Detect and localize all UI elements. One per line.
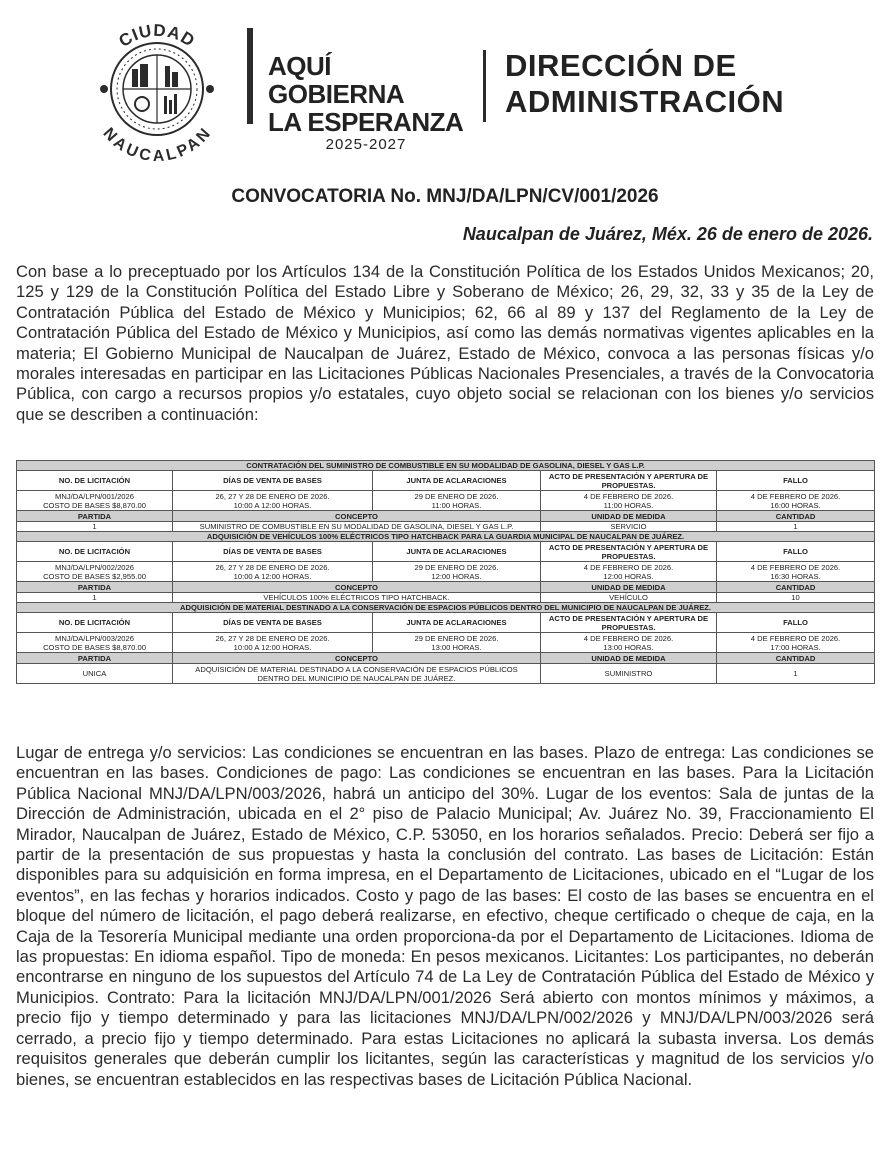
fallo-hora: 17:00 HORAS. [770, 642, 821, 652]
department-line1: DIRECCIÓN DE [505, 48, 737, 83]
department-name [505, 48, 865, 120]
col-header-cantidad: CANTIDAD [717, 511, 875, 522]
column-header-row [17, 613, 875, 633]
svg-text:CIUDAD [115, 21, 198, 51]
venta-horas: 10:00 A 12:00 HORAS. [233, 500, 312, 510]
column-header-row [17, 542, 875, 562]
costo-bases: COSTO DE BASES $2,955.00 [43, 571, 146, 581]
concepto-line2: DENTRO DEL MUNICIPIO DE NAUCALPAN DE JUÁREZ. [257, 673, 456, 683]
licitacion-row [17, 633, 875, 653]
seal-top-text: CIUDAD [115, 20, 199, 51]
header-divider-2 [483, 50, 486, 122]
col-header-fallo: FALLO [717, 613, 875, 633]
venta-dias: 26, 27 Y 28 DE ENERO DE 2026. [215, 491, 330, 501]
costo-bases: COSTO DE BASES $8,870.00 [43, 500, 146, 510]
intro-paragraph: Con base a lo preceptuado por los Artículos 134 de la Constitución Política de los Estados Unidos Mexicanos; 20, 125 y 129 de la Constitución Política del Estado Libre y Soberano de México; 26, 29, 32, 33 y 35 de la Ley de Contratación Pública del Estado de México y Municipios; 62, 66 al 89 y 137 del Reglamento de la Ley de Contratación Pública del Estado de México y Municipios, así como las demás normativas vigentes aplicables en la materia; El Gobierno Municipal de Naucalpan de Juárez, Estado de México, convoca a las personas físicas y/o morales interesadas en participar en las Licitaciones Públicas Nacionales Presenciales, a través de la Convocatoria Pública, con cargo a recursos propios y/o estatales, cuyo objeto social se relacionan con los bienes y/o servicios que se describen a continuación: [16, 262, 874, 424]
col-header-fallo: FALLO [717, 471, 875, 491]
department-line2: ADMINISTRACIÓN [505, 84, 785, 119]
col-header-junta: JUNTA DE ACLARACIONES [373, 471, 541, 491]
venta-dias: 26, 27 Y 28 DE ENERO DE 2026. [215, 633, 330, 643]
section-title-row [17, 461, 875, 471]
acto-hora: 11:00 HORAS. [603, 500, 654, 510]
licitacion-number: MNJ/DA/LPN/001/2026 [55, 491, 134, 501]
acto-fecha: 4 DE FEBRERO DE 2026. [583, 491, 674, 501]
cantidad-value: 1 [717, 522, 875, 532]
cell-fallo [717, 491, 875, 511]
cell-venta [173, 491, 373, 511]
fallo-fecha: 4 DE FEBRERO DE 2026. [750, 491, 841, 501]
concepto-value: VEHÍCULOS 100% ELÉCTRICOS TIPO HATCHBACK. [173, 593, 541, 603]
unidad-value: SERVICIO [541, 522, 717, 532]
cell-acto [541, 633, 717, 653]
col-header-no: NO. DE LICITACIÓN [17, 613, 173, 633]
slogan-years: 2025-2027 [325, 136, 407, 153]
column-header-row [17, 471, 875, 491]
slogan [268, 52, 468, 154]
licitacion-number: MNJ/DA/LPN/003/2026 [55, 633, 134, 643]
partida-row [17, 522, 875, 532]
fallo-fecha: 4 DE FEBRERO DE 2026. [750, 562, 841, 572]
licitacion-row [17, 562, 875, 582]
section-title: ADQUISICIÓN DE MATERIAL DESTINADO A LA CONSERVACIÓN DE ESPACIOS PÚBLICOS DENTRO DEL MUNICIPIO DE NAUCALPAN DE JUÁREZ. [17, 603, 875, 613]
cell-no [17, 633, 173, 653]
col-header-partida: PARTIDA [17, 653, 173, 664]
junta-fecha: 29 DE ENERO DE 2026. [414, 633, 499, 643]
venta-horas: 10:00 A 12:00 HORAS. [233, 571, 312, 581]
licitaciones-table [16, 460, 875, 684]
partida-row [17, 593, 875, 603]
venta-dias: 26, 27 Y 28 DE ENERO DE 2026. [215, 562, 330, 572]
cell-acto [541, 562, 717, 582]
junta-fecha: 29 DE ENERO DE 2026. [414, 562, 499, 572]
conditions-paragraph: Lugar de entrega y/o servicios: Las condiciones se encuentran en las bases. Plazo de entrega: Las condiciones se encuentran en las bases. Condiciones de pago: Las condiciones se encuentran en las bases. Para la Licitación Pública Nacional MNJ/DA/LPN/003/2026, habrá un anticipo del 30%. Lugar de los eventos: Sala de juntas de la Dirección de Administración, ubicada en el 2° piso de Palacio Municipal; Av. Juárez No. 39, Fraccionamiento El Mirador, Naucalpan de Juárez, Estado de México, C.P. 53050, en los horarios señalados. Precio: Deberá ser fijo a partir de la presentación de sus propuestas y hasta la conclusión del contrato. Las bases de Licitación: Están disponibles para su adquisición en forma impresa, en el Departamento de Licitaciones, ubicado en el “Lugar de los eventos”, en las fechas y horarios indicados. Costo y pago de las bases: El costo de las bases se encuentra en el bloque del número de licitación, el pago deberá realizarse, en efectivo, cheque certificado o cheque de caja, en la Caja de la Tesorería Municipal mediante una orden proporciona-da por el Departamento de Licitaciones. Idioma de las propuestas: En idioma español. Tipo de moneda: En pesos mexicanos. Licitantes: Los participantes, no deberán encontrarse en ninguno de los supuestos del Artículo 74 de La Ley de Contratación Pública del Estado de México y Municipios. Contrato: Para la licitación MNJ/DA/LPN/001/2026 Será abierto con montos mínimos y máximos, a precio fijo y tiempo determinado y para las licitaciones MNJ/DA/LPN/002/2026 y MNJ/DA/LPN/003/2026 será cerrado, a precio fijo y tiempo determinado. Para estas Licitaciones no aplicará la subasta inversa. Los demás requisitos generales que deberán cumplir los licitantes, según las características y magnitud de los servicios y/o bienes, se encuentran establecidos en las respectivas bases de Licitación Pública Nacional. [16, 743, 874, 1089]
partida-value: 1 [17, 593, 173, 603]
partida-header-row [17, 511, 875, 522]
cell-junta [373, 633, 541, 653]
junta-hora: 13:00 HORAS. [431, 642, 482, 652]
unidad-value: VEHÍCULO [541, 593, 717, 603]
col-header-fallo: FALLO [717, 542, 875, 562]
col-header-partida: PARTIDA [17, 582, 173, 593]
partida-header-row [17, 653, 875, 664]
cantidad-value: 10 [717, 593, 875, 603]
fallo-fecha: 4 DE FEBRERO DE 2026. [750, 633, 841, 643]
slogan-line1: AQUÍ GOBIERNA [268, 51, 405, 109]
col-header-no: NO. DE LICITACIÓN [17, 542, 173, 562]
col-header-acto: ACTO DE PRESENTACIÓN Y APERTURA DE PROPUESTAS. [541, 542, 717, 562]
cell-junta [373, 562, 541, 582]
section-title: ADQUISICIÓN DE VEHÍCULOS 100% ELÉCTRICOS TIPO HATCHBACK PARA LA GUARDIA MUNICIPAL DE NAUCALPAN DE JUÁREZ. [17, 532, 875, 542]
costo-bases: COSTO DE BASES $8,870.00 [43, 642, 146, 652]
cantidad-value: 1 [717, 664, 875, 684]
concepto-value: SUMINISTRO DE COMBUSTIBLE EN SU MODALIDAD DE GASOLINA, DIESEL Y GAS L.P. [173, 522, 541, 532]
licitacion-number: MNJ/DA/LPN/002/2026 [55, 562, 134, 572]
cell-venta [173, 633, 373, 653]
cell-junta [373, 491, 541, 511]
fallo-hora: 16:00 HORAS. [770, 500, 821, 510]
col-header-acto: ACTO DE PRESENTACIÓN Y APERTURA DE PROPUESTAS. [541, 471, 717, 491]
col-header-junta: JUNTA DE ACLARACIONES [373, 542, 541, 562]
acto-hora: 13:00 HORAS. [603, 642, 654, 652]
unidad-value: SUMINISTRO [541, 664, 717, 684]
convocatoria-title: CONVOCATORIA No. MNJ/DA/LPN/CV/001/2026 [231, 186, 659, 207]
fallo-hora: 16:30 HORAS. [770, 571, 821, 581]
cell-venta [173, 562, 373, 582]
col-header-concepto: CONCEPTO [173, 511, 541, 522]
junta-hora: 12:00 HORAS. [431, 571, 482, 581]
page-header [0, 0, 890, 165]
cell-acto [541, 491, 717, 511]
concepto-value [173, 664, 541, 684]
venta-horas: 10:00 A 12:00 HORAS. [233, 642, 312, 652]
acto-fecha: 4 DE FEBRERO DE 2026. [583, 562, 674, 572]
licitacion-row [17, 491, 875, 511]
col-header-concepto: CONCEPTO [173, 653, 541, 664]
col-header-unidad: UNIDAD DE MEDIDA [541, 582, 717, 593]
header-divider [247, 28, 253, 124]
col-header-cantidad: CANTIDAD [717, 582, 875, 593]
concepto-line1: ADQUISICIÓN DE MATERIAL DESTINADO A LA CONSERVACIÓN DE ESPACIOS PÚBLICOS [195, 664, 518, 674]
col-header-junta: JUNTA DE ACLARACIONES [373, 613, 541, 633]
partida-value: UNICA [17, 664, 173, 684]
section-title-row [17, 603, 875, 613]
section-title: CONTRATACIÓN DEL SUMINISTRO DE COMBUSTIBLE EN SU MODALIDAD DE GASOLINA, DIESEL Y GAS L.P. [17, 461, 875, 471]
slogan-line2: LA ESPERANZA [268, 107, 464, 137]
col-header-venta: DÍAS DE VENTA DE BASES [173, 613, 373, 633]
col-header-acto: ACTO DE PRESENTACIÓN Y APERTURA DE PROPUESTAS. [541, 613, 717, 633]
cell-no [17, 491, 173, 511]
junta-hora: 11:00 HORAS. [431, 500, 482, 510]
junta-fecha: 29 DE ENERO DE 2026. [414, 491, 499, 501]
col-header-cantidad: CANTIDAD [717, 653, 875, 664]
cell-no [17, 562, 173, 582]
acto-hora: 12:00 HORAS. [603, 571, 654, 581]
seal-bottom-text: NAUCALPAN [99, 125, 215, 164]
col-header-concepto: CONCEPTO [173, 582, 541, 593]
col-header-unidad: UNIDAD DE MEDIDA [541, 653, 717, 664]
col-header-unidad: UNIDAD DE MEDIDA [541, 511, 717, 522]
col-header-venta: DÍAS DE VENTA DE BASES [173, 471, 373, 491]
partida-header-row [17, 582, 875, 593]
naucalpan-seal-logo [82, 14, 232, 164]
partida-row [17, 664, 875, 684]
svg-text:NAUCALPAN [99, 125, 215, 164]
dateline: Naucalpan de Juárez, Méx. 26 de enero de 2026. [462, 224, 873, 244]
col-header-partida: PARTIDA [17, 511, 173, 522]
col-header-no: NO. DE LICITACIÓN [17, 471, 173, 491]
cell-fallo [717, 633, 875, 653]
cell-fallo [717, 562, 875, 582]
partida-value: 1 [17, 522, 173, 532]
acto-fecha: 4 DE FEBRERO DE 2026. [583, 633, 674, 643]
col-header-venta: DÍAS DE VENTA DE BASES [173, 542, 373, 562]
section-title-row [17, 532, 875, 542]
